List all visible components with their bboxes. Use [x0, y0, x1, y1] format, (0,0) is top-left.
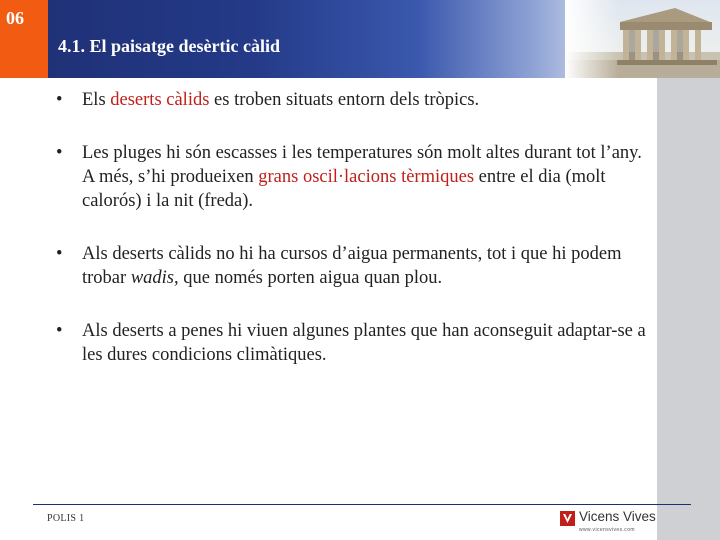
bullet-text: Els deserts càlids es troben situats entorn dels tròpics. [82, 90, 480, 110]
bullet-dot-icon: • [56, 321, 63, 341]
vicens-vives-logo-icon [560, 511, 575, 526]
bullet-dot-icon: • [56, 143, 63, 163]
logo-url: www.vicensvives.com [579, 527, 635, 533]
bullet-dot-icon: • [56, 90, 63, 110]
chapter-box [0, 0, 48, 78]
bullet-dot-icon: • [56, 244, 63, 264]
bullet-text: Les pluges hi són escasses i les temperatures són molt altes durant tot l’any. A més, s’hi produeixen grans oscil·lacions tèrmiques entre el dia (molt calorós) i la nit (freda). [82, 143, 642, 211]
footer-divider [33, 504, 691, 505]
bullet-list [54, 88, 649, 396]
bullet-item [54, 88, 649, 112]
bullet-item [54, 242, 649, 290]
bullet-item [54, 141, 649, 213]
footer-book-name: POLIS 1 [47, 513, 85, 524]
bullet-text: Als deserts càlids no hi ha cursos d’aigua permanents, tot i que hi podem trobar wadis, que només porten aigua quan plou. [82, 244, 622, 288]
acropolis-photo [565, 0, 720, 78]
bullet-text: Als deserts a penes hi viuen algunes plantes que han aconseguit adaptar-se a les dures condicions climàtiques. [82, 321, 646, 365]
slide-title: 4.1. El paisatge desèrtic càlid [58, 36, 280, 56]
chapter-number: 06 [6, 8, 24, 28]
right-sidebar-bar [657, 78, 720, 540]
logo-name: Vicens Vives [579, 509, 656, 524]
bullet-item [54, 319, 649, 367]
publisher-logo [560, 509, 655, 535]
